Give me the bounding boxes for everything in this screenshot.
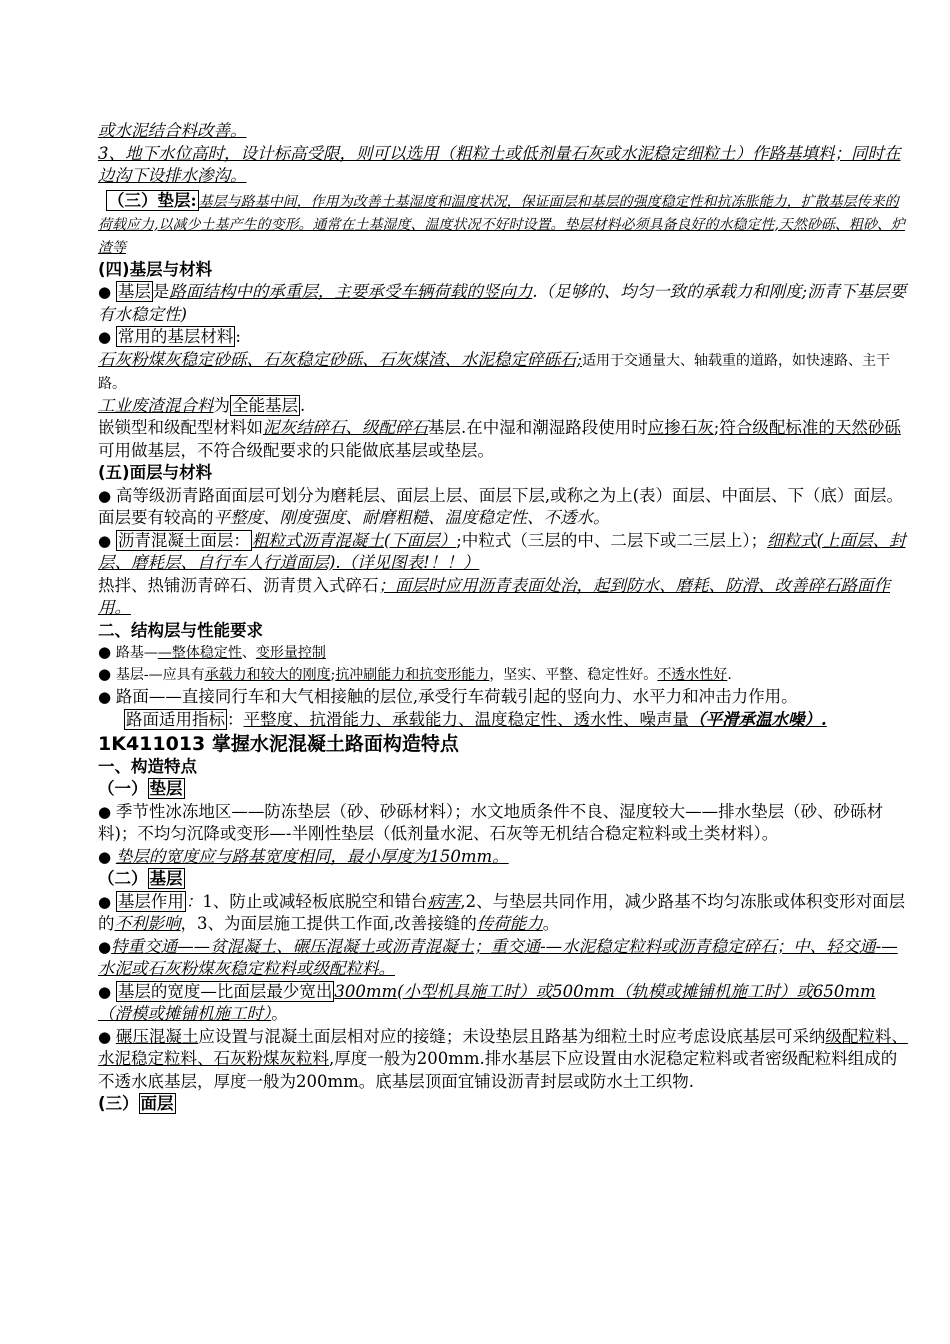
- bullet-icon: ●: [98, 531, 116, 550]
- bullet-item: ●特重交通——贫混凝土、碾压混凝土或沥青混凝土；重交通-—水泥稳定粒料或沥青稳定碎石；中、轻交通-—水泥或石灰粉煤灰稳定粒料或级配粒料。: [98, 936, 898, 978]
- section-heading: （三）垫层:: [108, 190, 197, 210]
- section-heading: (五)面层与材料: [98, 463, 213, 482]
- bullet-icon: ●: [98, 1027, 116, 1046]
- bullet-icon: ●: [98, 643, 116, 661]
- bullet-item: ● 路面——直接同行车和大气相接触的层位,承受行车荷载引起的竖向力、水平力和冲击力作用。: [98, 687, 798, 706]
- term-box: 垫层: [149, 779, 183, 798]
- paragraph: 热拌、热铺沥青碎石、沥青贯入式碎石；面层时应用沥青表面处治，起到防水、磨耗、防滑、改善碎石路面作用。: [98, 575, 890, 617]
- bullet-icon: ●: [98, 328, 116, 346]
- bullet-item: ● 高等级沥青路面面层可划分为磨耗层、面层上层、面层下层,或称之为上(表）面层、中面层、下（底）面层。面层要有较高的平整度、刚度强度、耐磨粗糙、温度稳定性、不透水。: [98, 485, 904, 527]
- text: 基层与路基中间，作用为改善土基湿度和温度状况，保证面层和基层的强度稳定性和抗冻胀能力，扩散基层传来的荷载应力,以减少土基产生的变形。通常在土基湿度、温度状况不好时设置。垫层材料必须具备良好的水稳定性,天然砂砾、粗砂、炉渣等: [98, 193, 905, 256]
- chapter-heading: 1K411013 掌握水泥混凝土路面构造特点: [98, 733, 459, 755]
- paragraph: 工业废渣混合料为 全能基层 .: [98, 395, 306, 415]
- section-heading: 二、结构层与性能要求: [98, 620, 263, 640]
- bullet-icon: ●: [98, 802, 116, 821]
- term-box: 常用的基层材料: [117, 327, 234, 346]
- paragraph: 路面适用指标 ：平整度、抗滑能力、承载能力、温度稳定性、透水性、噪声量（平滑承温水噪）.: [126, 709, 827, 729]
- bullet-icon: ●: [98, 283, 116, 301]
- document-body: [98, 120, 908, 1116]
- section-heading: 一、构造特点: [98, 756, 197, 776]
- term-box: 基层: [117, 282, 151, 301]
- bullet-item: ● 路基——整体稳定性、变形量控制: [98, 643, 326, 661]
- bullet-item: ● 碾压混凝土应设置与混凝土面层相对应的接缝；未设垫层且路基为细粒土时应考虑设底基层可采纳级配粒料、水泥稳定粒料、石灰粉煤灰粒料,厚度一般为200mm.排水基层下应设置由水泥稳定粒料或者密级配粒料组成的不透水底基层，厚度一般为200mm。底基层顶面宜铺设沥青封层或防水土工织物.: [98, 1026, 908, 1091]
- bullet-icon: ●: [98, 982, 116, 1001]
- bullet-item: ● 季节性冰冻地区——防冻垫层（砂、砂砾材料）；水文地质条件不良、湿度较大——排水垫层（砂、砂砾材料)；不均匀沉降或变形—-半刚性垫层（低剂量水泥、石灰等无机结合稳定粒料或土类材料）。: [98, 801, 884, 843]
- paragraph: 或水泥结合料改善。: [98, 121, 247, 140]
- bullet-item: ● 垫层的宽度应与路基宽度相同，最小厚度为150mm。: [98, 846, 509, 866]
- subsection-heading: （一） 垫层: [98, 779, 183, 798]
- bullet-item: ● 基层的宽度—比面层最少宽出 300mm(小型机具施工时）或500mm（轨模或摊铺机施工时）或650mm（滑模或摊铺机施工时）。: [98, 981, 876, 1023]
- subsection-heading: (三） 面层: [98, 1094, 174, 1113]
- bullet-icon: ●: [98, 486, 116, 505]
- section-heading: (四)基层与材料: [98, 259, 213, 279]
- bullet-icon: ●: [98, 688, 116, 706]
- bullet-item: ● 常用的基层材料 :: [98, 327, 241, 346]
- paragraph-cushion-layer: [98, 190, 908, 259]
- bullet-item: ● 基层-—应具有承载力和较大的刚度;抗冲刷能力和抗变形能力，坚实、平整、稳定性好。不透水性好.: [98, 665, 732, 683]
- term-box: 基层的宽度—比面层最少宽出: [117, 981, 333, 1001]
- term-box: 沥青混凝土面层：: [117, 530, 250, 550]
- term-box: 基层: [149, 869, 183, 888]
- term-box: 面层: [140, 1094, 174, 1113]
- bullet-icon: ●: [98, 937, 112, 956]
- paragraph: 嵌锁型和级配型材料如泥灰结碎石、级配碎石基层.在中湿和潮湿路段使用时应掺石灰;符合级配标准的天然砂砾可用做基层，不符合级配要求的只能做底基层或垫层。: [98, 418, 901, 460]
- term-box: 基层作用: [117, 891, 184, 911]
- paragraph: 石灰粉煤灰稳定砂砾、石灰稳定砂砾、石灰煤渣、水泥稳定碎砾石;适用于交通量大、轴载重的道路，如快速路、主干路。: [98, 349, 891, 392]
- subsection-heading: （二） 基层: [98, 869, 183, 888]
- bullet-item: ● 沥青混凝土面层： 粗粒式沥青混凝土(下面层）;中粒式（三层的中、二层下或二三层上）；细粒式(上面层、封层、磨耗层、自行车人行道面层).（详见图表!！！）: [98, 530, 906, 572]
- bullet-icon: ●: [98, 847, 116, 866]
- bullet-item: ● 基层作用 ：1、防止或减轻板底脱空和错台病害,2、与垫层共同作用，减少路基不均匀冻胀或体积变形对面层的不利影响，3、为面层施工提供工作面,改善接缝的传荷能力。: [98, 891, 906, 933]
- term-box: 路面适用指标: [126, 709, 225, 729]
- term-box: 全能基层: [232, 395, 298, 415]
- bullet-item: ● 基层 是路面结构中的承重层，主要承受车辆荷载的竖向力.（足够的、均匀一致的承载力和刚度;沥青下基层要有水稳定性): [98, 282, 907, 324]
- bullet-icon: ●: [98, 892, 116, 911]
- paragraph: 3、地下水位高时，设计标高受限，则可以选用（粗粒土或低剂量石灰或水泥稳定细粒土）作路基填料；同时在边沟下设排水渗沟。: [98, 143, 901, 185]
- bullet-icon: ●: [98, 665, 116, 683]
